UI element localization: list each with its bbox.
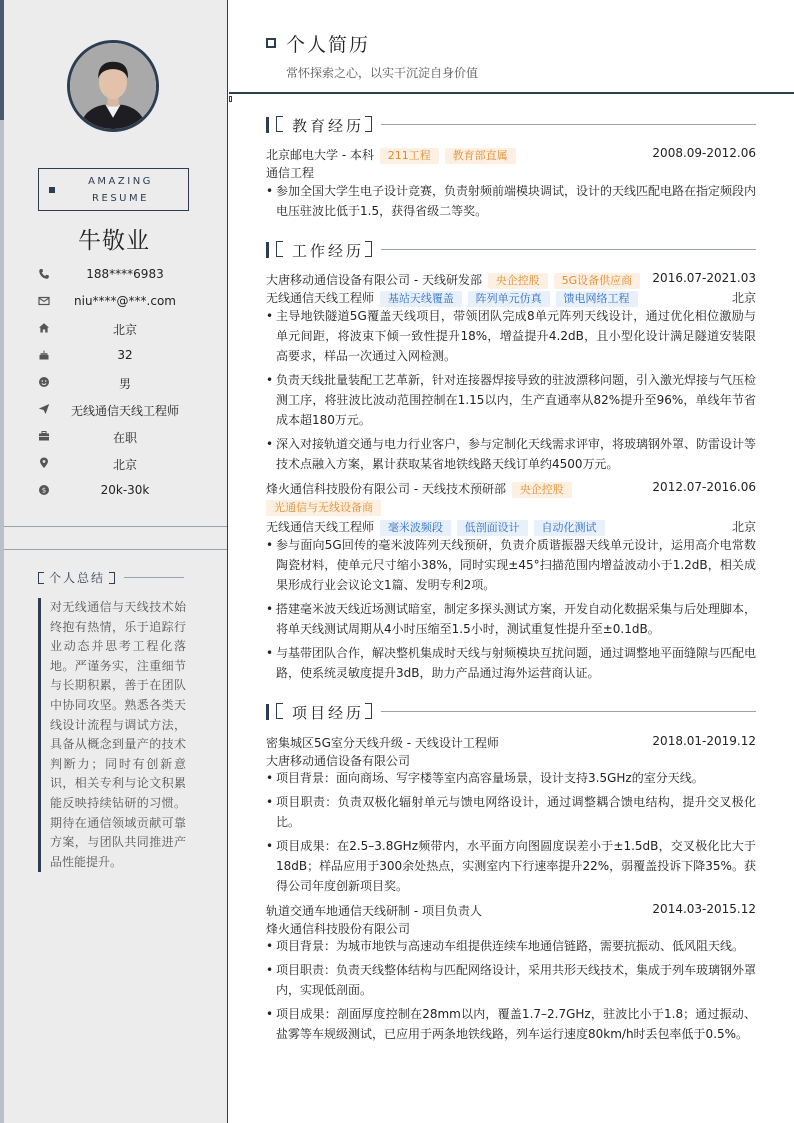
- summary-text: 对无线通信与天线技术始终抱有热情，乐于追踪行业动态并思考工程化落地。严谨务实，注重细节与长期积累，善于在团队中协同攻坚。熟悉各类天线设计流程与调试方法，具备从概念到量产的技术判断力；同时有创新意识，相关专利与论文积累能反映持续钻研的习惯。期待在通信领域贡献可靠方案，与团队共同推进产品性能提升。: [38, 598, 186, 872]
- education-school-row: [266, 146, 756, 162]
- education-major: 通信工程: [266, 166, 315, 180]
- section-title: 工作经历: [292, 242, 365, 260]
- info-salary: [38, 481, 198, 501]
- candidate-name: 牛敬业: [78, 228, 150, 254]
- age-icon: [38, 349, 50, 361]
- education-school: 北京邮电大学 - 本科: [266, 148, 374, 162]
- project-bullet: • 项目成果：剖面厚度控制在28mm以内，覆盖1.7–2.7GHz，驻波比小于1.8；通过振动、盐雾等车规级测试，已应用于两条地铁线路，列车运行速度80km/h时丢包率低于0.5%。: [266, 1004, 756, 1044]
- section-work-header: [266, 241, 756, 261]
- summary-title-line: [124, 577, 184, 578]
- education-date: 2008.09-2012.06: [652, 146, 756, 160]
- project-bullet: • 项目背景：面向商场、写字楼等室内高容量场景，设计支持3.5GHz的室分天线。: [266, 768, 756, 788]
- section-bracket-right: [365, 703, 372, 719]
- salary-icon: [38, 484, 50, 496]
- info-email-text: niu****@***.com: [74, 294, 176, 308]
- job-bullet: • 参与面向5G回传的毫米波阵列天线预研，负责介质谐振器天线单元设计，运用高介电常数陶瓷材料，使单元尺寸缩小38%，同时实现±45°扫描范围内增益波动小于1.2dB，相关成果形成行业会议论文1篇、发明专利2项。: [266, 535, 756, 595]
- project-org-row: [266, 752, 756, 768]
- info-status: [38, 427, 198, 447]
- info-gender-text: 男: [118, 377, 131, 391]
- education-tag: 211工程: [380, 148, 439, 164]
- info-gender: [38, 373, 198, 393]
- company-tag: 央企控股: [512, 482, 572, 498]
- home-icon: [38, 322, 50, 334]
- svg-text:$: $: [41, 486, 47, 495]
- header-rule: [229, 92, 794, 94]
- avatar: [67, 40, 159, 132]
- role-tag: 毫米波频段: [380, 520, 451, 536]
- resume-label-box: [38, 168, 189, 211]
- info-email: [38, 292, 198, 312]
- info-phone: [38, 265, 198, 285]
- project-bullet: • 项目背景：为城市地铁与高速动车组提供连续车地通信链路，需要抗振动、低风阻天线。: [266, 936, 756, 956]
- avatar-photo: [70, 43, 156, 129]
- page-subtitle: 常怀探索之心，以实干沉淀自身价值: [286, 66, 479, 80]
- gender-icon: [38, 376, 50, 388]
- project-name: 密集城区5G室分天线升级 - 天线设计工程师: [266, 736, 499, 750]
- summary-title-text: 个人总结: [49, 571, 106, 585]
- education-tag: 教育部直属: [445, 148, 516, 164]
- section-education-header: [266, 116, 756, 136]
- info-age-text: 32: [117, 348, 133, 362]
- company-tag: 央企控股: [488, 273, 548, 289]
- sidebar-divider-1: [4, 526, 227, 527]
- role-tag: 馈电网络工程: [556, 291, 638, 307]
- main-content: [229, 0, 794, 1123]
- section-bracket-right: [365, 116, 372, 132]
- job-bullet: • 主导地铁隧道5G覆盖天线项目，带领团队完成8单元阵列天线设计，通过优化相位激励与单元间距，将波束下倾一致性提升18%，增益提升4.2dB，且小型化设计满足隧道安装限高要求，样品一次通过入网检测。: [266, 306, 756, 366]
- header-square-icon: [266, 38, 276, 48]
- section-title: 教育经历: [292, 117, 365, 135]
- info-status-text: 在职: [112, 431, 137, 445]
- info-hometown-text: 北京: [112, 323, 137, 337]
- sidebar: [0, 0, 228, 1123]
- section-bracket-right: [365, 241, 372, 257]
- summary-bracket-left: [38, 572, 44, 584]
- job-bullet: • 深入对接轨道交通与电力行业客户，参与定制化天线需求评审，将玻璃钢外罩、防雷设计等技术点融入方案，累计获取某省地铁线路天线订单约4500万元。: [266, 434, 756, 474]
- project-org-row: [266, 920, 756, 936]
- send-icon: [38, 403, 50, 415]
- job-company: 烽火通信科技股份有限公司 - 天线技术预研部: [266, 482, 506, 496]
- summary-title: [38, 569, 115, 586]
- project-bullet: • 项目职责：负责双极化辐射单元与馈电网络设计，通过调整耦合馈电结构，提升交叉极化比。: [266, 792, 756, 832]
- job-company: 大唐移动通信设备有限公司 - 天线研发部: [266, 273, 482, 287]
- job-date: 2016.07-2021.03: [652, 271, 756, 285]
- section-line: [381, 711, 756, 712]
- resume-label-line1: AMAZING: [88, 176, 153, 187]
- resume-label-line2: RESUME: [92, 193, 149, 204]
- project-org: 烽火通信科技股份有限公司: [266, 922, 411, 936]
- job-bullet: • 搭建毫米波天线近场测试暗室，制定多探头测试方案，开发自动化数据采集与后处理脚本，将单天线测试周期从4小时压缩至1.5小时，测试重复性提升至±0.1dB。: [266, 599, 756, 639]
- project-name-row: [266, 902, 756, 918]
- info-position-text: 无线通信天线工程师: [70, 404, 179, 418]
- section-bar: [266, 242, 269, 258]
- header-rule-marker: [229, 96, 232, 102]
- location-icon: [38, 457, 50, 469]
- job-bullet: • 与基带团队合作，解决整机集成时天线与射频模块互扰问题，通过调整地平面缝隙与匹配电路，使系统灵敏度提升3dB，助力产品通过海外运营商认证。: [266, 643, 756, 683]
- role-tag: 阵列单元仿真: [468, 291, 550, 307]
- section-title: 项目经历: [292, 704, 365, 722]
- project-bullet: • 项目成果：在2.5–3.8GHz频带内，水平面方向图圆度误差小于±1.5dB，交叉极化比大于18dB；样品应用于300余处热点，实测室内下行速率提升22%，弱覆盖投诉下降35%。获得公司年度创新项目奖。: [266, 836, 756, 896]
- education-bullet: • 参加全国大学生电子设计竞赛，负责射频前端模块调试，设计的天线匹配电路在指定频段内电压驻波比低于1.5，获得省级二等奖。: [266, 181, 756, 221]
- sidebar-stripe: [0, 0, 4, 1123]
- job-city: 北京: [731, 520, 756, 534]
- job-role: 无线通信天线工程师: [266, 520, 375, 534]
- job-role-row: [266, 289, 756, 305]
- info-city: [38, 454, 198, 474]
- info-position: [38, 400, 198, 420]
- project-name: 轨道交通车地通信天线研制 - 项目负责人: [266, 904, 482, 918]
- project-date: 2014.03-2015.12: [652, 902, 756, 916]
- summary-bracket-right: [109, 572, 115, 584]
- sidebar-divider-2: [4, 549, 227, 550]
- job-company-row: [266, 480, 756, 496]
- info-salary-text: 20k-30k: [100, 483, 150, 497]
- section-bracket-left: [276, 703, 283, 719]
- briefcase-icon: [38, 430, 50, 442]
- email-icon: [38, 295, 50, 307]
- project-name-row: [266, 734, 756, 750]
- info-city-text: 北京: [112, 458, 137, 472]
- info-phone-text: 188****6983: [86, 267, 164, 281]
- section-bracket-left: [276, 116, 283, 132]
- section-bar: [266, 117, 269, 133]
- section-projects-header: [266, 703, 756, 723]
- job-company-tag-row: [266, 500, 756, 516]
- education-major-row: [266, 164, 756, 180]
- role-tag: 低剖面设计: [457, 520, 528, 536]
- info-hometown: [38, 319, 198, 339]
- section-line: [381, 249, 756, 250]
- job-role: 无线通信天线工程师: [266, 291, 375, 305]
- role-tag: 自动化测试: [534, 520, 605, 536]
- project-bullet: • 项目职责：负责天线整体结构与匹配网络设计，采用共形天线技术，集成于列车玻璃钢外罩内，实现低剖面。: [266, 960, 756, 1000]
- company-tag: 光通信与无线设备商: [266, 500, 381, 516]
- job-role-row: [266, 518, 756, 534]
- page-title: 个人简历: [286, 34, 371, 56]
- sidebar-stripe-accent: [0, 0, 4, 120]
- job-company-row: [266, 271, 756, 287]
- job-bullet: • 负责天线批量装配工艺革新，针对连接器焊接导致的驻波漂移问题，引入激光焊接与气压检测工序，将驻波比波动范围控制在1.15以内，生产直通率从82%提升至96%，单线年节省成本超180万元。: [266, 370, 756, 430]
- job-city: 北京: [731, 291, 756, 305]
- project-date: 2018.01-2019.12: [652, 734, 756, 748]
- job-date: 2012.07-2016.06: [652, 480, 756, 494]
- phone-icon: [38, 268, 50, 280]
- section-line: [381, 124, 756, 125]
- section-bar: [266, 704, 269, 720]
- company-tag: 5G设备供应商: [554, 273, 641, 289]
- role-tag: 基站天线覆盖: [380, 291, 462, 307]
- info-age: [38, 346, 198, 366]
- section-bracket-left: [276, 241, 283, 257]
- project-org: 大唐移动通信设备有限公司: [266, 754, 411, 768]
